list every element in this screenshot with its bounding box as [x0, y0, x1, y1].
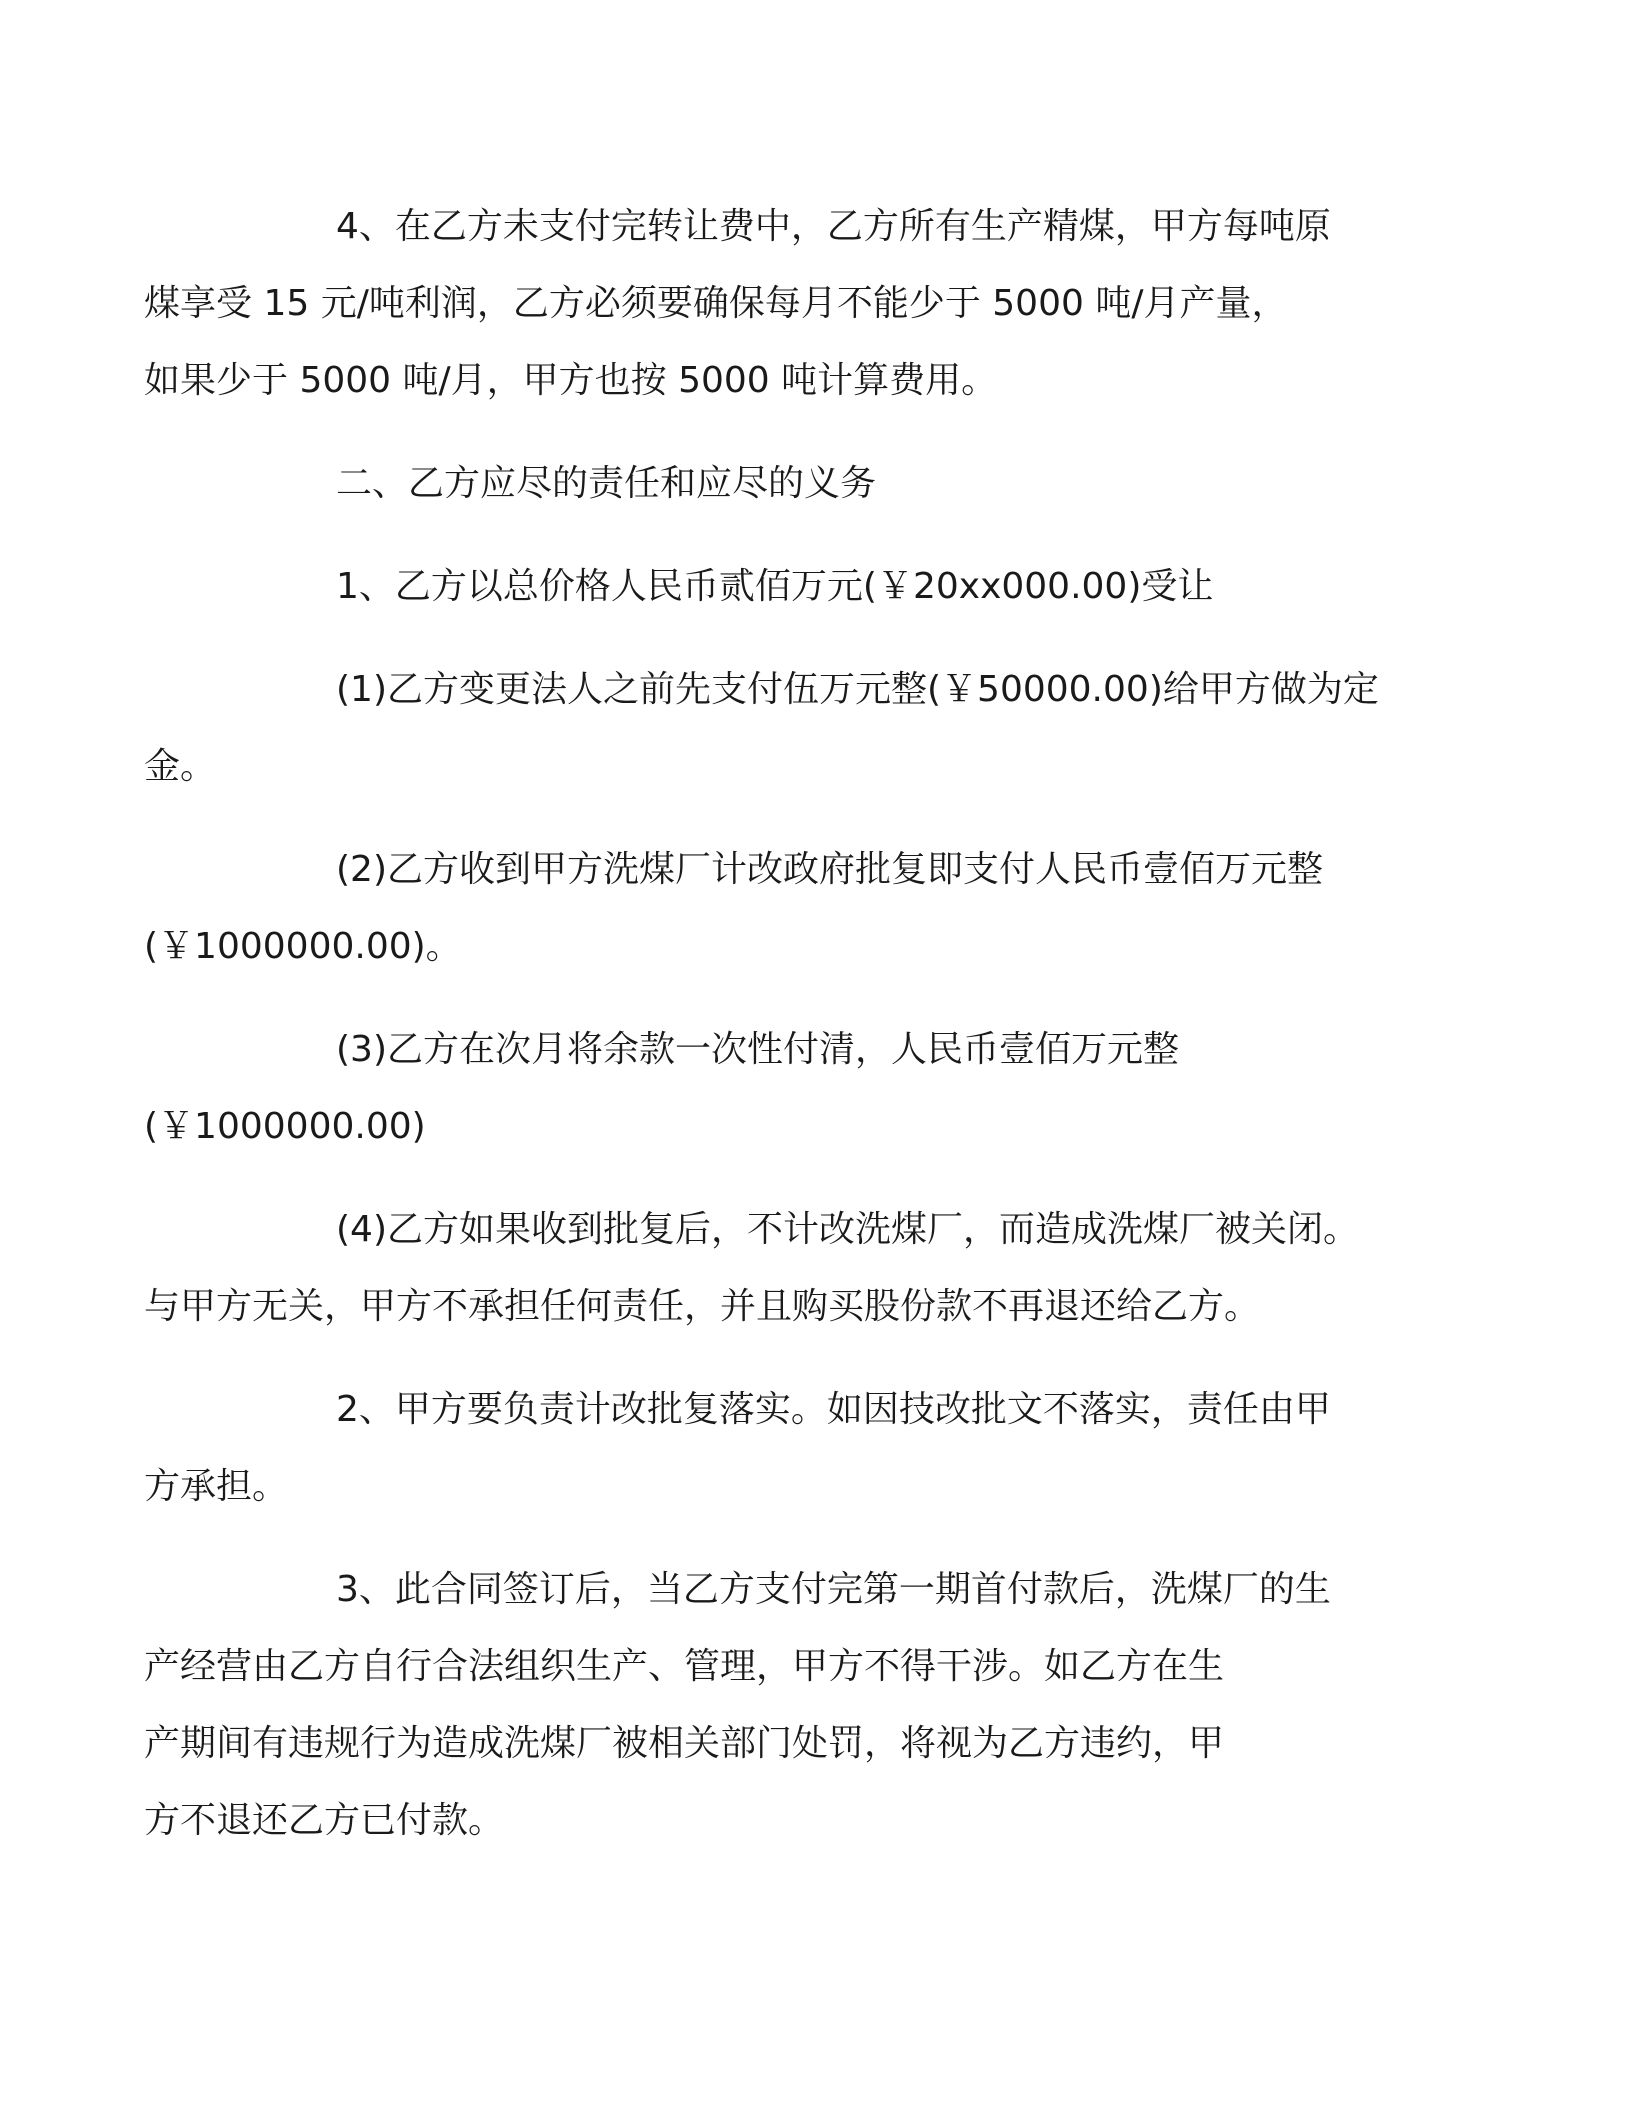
paragraph-item-2-payment	[144, 831, 1396, 985]
text-line: 3、此合同签订后，当乙方支付完第一期首付款后，洗煤厂的生	[336, 1569, 1331, 1610]
text-line: 煤享受 15 元/吨利润，乙方必须要确保每月不能少于 5000 吨/月产量，	[144, 283, 1288, 324]
text-line: (3)乙方在次月将余款一次性付清，人民币壹佰万元整	[336, 1029, 1179, 1070]
text-line: 2、甲方要负责计改批复落实。如因技改批文不落实，责任由甲	[336, 1389, 1331, 1430]
text-line: (￥1000000.00)	[144, 1106, 426, 1147]
paragraph-item-4-closure	[144, 1191, 1396, 1345]
text-line: (2)乙方收到甲方洗煤厂计改政府批复即支付人民币壹佰万元整	[336, 849, 1323, 890]
text-line: (1)乙方变更法人之前先支付伍万元整(￥50000.00)给甲方做为定	[336, 669, 1379, 710]
paragraph-item-3-balance	[144, 1011, 1396, 1165]
text-line: 与甲方无关，甲方不承担任何责任，并且购买股份款不再退还给乙方。	[144, 1286, 1261, 1327]
text-line: 产经营由乙方自行合法组织生产、管理，甲方不得干涉。如乙方在生	[144, 1646, 1225, 1687]
text-line: 二、乙方应尽的责任和应尽的义务	[336, 463, 877, 504]
text-line: (4)乙方如果收到批复后，不计改洗煤厂，而造成洗煤厂被关闭。	[336, 1209, 1359, 1250]
document-body	[144, 188, 1396, 1885]
paragraph-clause-1-price	[240, 548, 1396, 625]
section-heading-party-b-obligations	[240, 445, 1396, 522]
text-line: 1、乙方以总价格人民币贰佰万元(￥20xx000.00)受让	[336, 566, 1214, 607]
text-line: 方承担。	[144, 1466, 289, 1507]
text-line: 产期间有违规行为造成洗煤厂被相关部门处罚，将视为乙方违约，甲	[144, 1723, 1225, 1764]
paragraph-clause-2-approval	[144, 1371, 1396, 1525]
text-line: 方不退还乙方已付款。	[144, 1800, 505, 1841]
text-line: (￥1000000.00)。	[144, 926, 462, 967]
paragraph-clause-4-profit	[144, 188, 1396, 419]
text-line: 如果少于 5000 吨/月，甲方也按 5000 吨计算费用。	[144, 360, 998, 401]
paragraph-item-1-deposit	[144, 651, 1396, 805]
paragraph-clause-3-operation	[144, 1551, 1396, 1859]
text-line: 4、在乙方未支付完转让费中，乙方所有生产精煤，甲方每吨原	[336, 206, 1331, 247]
text-line: 金。	[144, 746, 217, 787]
